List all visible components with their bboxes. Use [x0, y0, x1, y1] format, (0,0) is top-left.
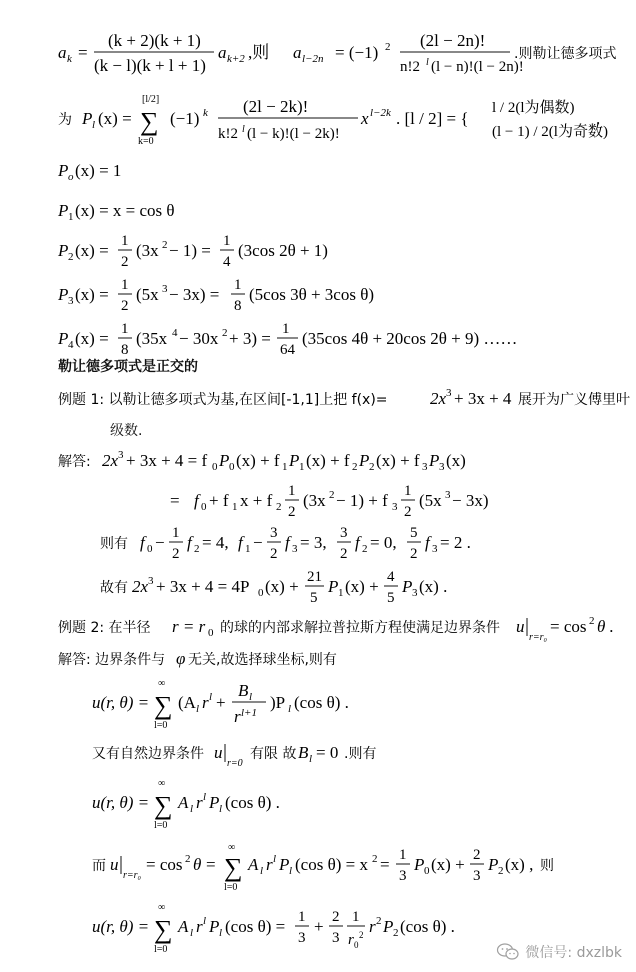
svg-text:8: 8: [234, 298, 242, 314]
svg-text:2: 2: [68, 251, 74, 263]
svg-text:P: P: [429, 451, 440, 470]
svg-text:(x) +: (x) +: [345, 577, 379, 596]
svg-text:l: l: [209, 691, 213, 703]
svg-text:2: 2: [194, 543, 200, 555]
svg-text:,则: ,则: [248, 43, 270, 62]
svg-text:P: P: [58, 201, 69, 220]
example-1-statement-cont: 级数.: [110, 423, 143, 439]
svg-text:r: r: [369, 917, 376, 936]
eq-ak-recurrence: [48, 26, 617, 78]
svg-text:3: 3: [399, 868, 407, 884]
svg-text:(3x: (3x: [136, 241, 159, 260]
svg-text:k=0: k=0: [138, 136, 154, 147]
svg-text:l: l: [203, 791, 207, 803]
svg-text:l: l: [219, 927, 223, 939]
svg-text:f: f: [140, 533, 145, 552]
svg-text:则有: 则有: [100, 536, 128, 552]
svg-text:l / 2(l为偶数): l / 2(l为偶数): [492, 100, 575, 116]
svg-text:(x) ,: (x) ,: [505, 855, 534, 874]
svg-text:k!2: k!2: [218, 126, 238, 142]
svg-text:3: 3: [446, 387, 452, 399]
svg-text:解答: 边界条件与: 解答: 边界条件与: [58, 652, 166, 668]
svg-text:1: 1: [172, 525, 180, 541]
svg-text:l: l: [309, 753, 313, 765]
svg-text:P: P: [58, 161, 69, 180]
svg-text:1: 1: [338, 587, 344, 599]
svg-text:2: 2: [393, 927, 399, 939]
svg-text:1: 1: [299, 461, 305, 473]
svg-text:(x) = x = cos θ: (x) = x = cos θ: [75, 201, 175, 220]
svg-text:(5x: (5x: [136, 285, 159, 304]
svg-text:(l − 1) / 2(l为奇数): (l − 1) / 2(l为奇数): [492, 124, 608, 140]
svg-text:1: 1: [223, 233, 231, 249]
svg-text:1: 1: [352, 909, 360, 925]
svg-text:+: +: [314, 917, 324, 936]
svg-text:.则勒让德多项式: .则勒让德多项式: [514, 46, 617, 62]
eq-p2: [48, 228, 408, 274]
svg-text:1: 1: [282, 461, 288, 473]
svg-text:的球的内部求解拉普拉斯方程使满足边界条件: 的球的内部求解拉普拉斯方程使满足边界条件: [220, 620, 500, 636]
svg-text:. [l / 2] = {: . [l / 2] = {: [396, 109, 469, 128]
svg-text:k: k: [203, 107, 208, 119]
svg-text:1: 1: [121, 321, 129, 337]
svg-text:(x) = 1: (x) = 1: [75, 161, 122, 180]
svg-text:解答:: 解答:: [58, 454, 91, 470]
svg-text:= 0: = 0: [316, 743, 339, 762]
svg-text:1: 1: [68, 211, 74, 223]
svg-text:(cos θ) = x: (cos θ) = x: [295, 855, 368, 874]
svg-text:0: 0: [201, 501, 207, 513]
svg-text:1: 1: [282, 321, 290, 337]
section-heading: 勒让德多项式是正交的: [58, 359, 198, 375]
svg-text:2: 2: [340, 546, 348, 562]
svg-text:a: a: [218, 43, 227, 62]
svg-text:∑: ∑: [140, 107, 159, 136]
svg-text:2: 2: [276, 501, 282, 513]
svg-text:2: 2: [589, 615, 595, 627]
svg-text:l=0: l=0: [154, 720, 168, 731]
svg-text:[l/2]: [l/2]: [142, 94, 160, 105]
svg-text:l: l: [426, 57, 429, 68]
svg-text:P: P: [488, 855, 499, 874]
svg-text:(cos θ) .: (cos θ) .: [225, 793, 280, 812]
solution-2-boundary-expansion: [82, 840, 602, 902]
svg-text:P: P: [209, 917, 220, 936]
svg-text:3: 3: [148, 575, 154, 587]
svg-text:= (−1): = (−1): [335, 43, 379, 62]
svg-text:2: 2: [369, 461, 375, 473]
svg-text:(k + 2)(k + 1): (k + 2)(k + 1): [108, 31, 201, 50]
svg-text:o: o: [68, 171, 74, 183]
svg-text:3: 3: [298, 930, 306, 946]
svg-text:0: 0: [208, 627, 214, 639]
svg-text:(x) =: (x) =: [75, 241, 109, 260]
svg-text:l: l: [190, 927, 194, 939]
svg-text:2: 2: [473, 847, 481, 863]
svg-text:P: P: [414, 855, 425, 874]
svg-text:r: r: [234, 707, 241, 726]
eq-p1: [48, 196, 268, 226]
svg-text:= 0,: = 0,: [370, 533, 397, 552]
svg-text:3: 3: [270, 525, 278, 541]
svg-text:l: l: [288, 703, 292, 715]
svg-text:r=r₀: r=r₀: [123, 870, 142, 881]
svg-text:(x) .: (x) .: [419, 577, 448, 596]
svg-text:2: 2: [498, 865, 504, 877]
solution-2-series: [82, 674, 402, 736]
svg-text:θ: θ: [193, 855, 202, 874]
svg-text:+ f: + f: [209, 491, 229, 510]
eq-p3: [48, 272, 428, 318]
svg-text:为: 为: [58, 112, 72, 128]
solution-1-line-3: [90, 522, 550, 566]
svg-text:a: a: [293, 43, 302, 62]
svg-text:0: 0: [258, 587, 264, 599]
svg-text:=: =: [206, 855, 216, 874]
svg-text:例题 1: 以勒让德多项式为基,在区间[-1,1]上把 f: 例题 1: 以勒让德多项式为基,在区间[-1,1]上把 f(x)=: [58, 392, 388, 408]
svg-text:u(r, θ) =: u(r, θ) =: [92, 917, 150, 936]
svg-text:−: −: [253, 533, 263, 552]
solution-1-line-2: [160, 480, 580, 524]
svg-text:2: 2: [404, 504, 412, 520]
svg-text:P: P: [58, 285, 69, 304]
svg-text:k+2: k+2: [227, 53, 245, 65]
solution-2-reduced-series: [82, 774, 362, 836]
svg-text:(2l − 2n)!: (2l − 2n)!: [420, 31, 486, 50]
svg-text:则: 则: [540, 858, 554, 874]
svg-text:l=0: l=0: [154, 820, 168, 831]
svg-text:3: 3: [118, 449, 124, 461]
svg-text:f: f: [187, 533, 192, 552]
svg-text:3: 3: [439, 461, 445, 473]
svg-text:2: 2: [352, 461, 358, 473]
svg-text:= cos: = cos: [146, 855, 183, 874]
svg-text:=: =: [78, 43, 88, 62]
svg-text:(x) =: (x) =: [75, 285, 109, 304]
svg-text:4: 4: [172, 327, 178, 339]
svg-text:(3x: (3x: [303, 491, 326, 510]
svg-text:l: l: [260, 865, 264, 877]
svg-text:0: 0: [424, 865, 430, 877]
svg-text:P: P: [279, 855, 290, 874]
svg-text:+ 3x + 4 = 4P: + 3x + 4 = 4P: [156, 577, 250, 596]
svg-text:展开为广义傅里叶: 展开为广义傅里叶: [518, 392, 630, 408]
svg-text:f: f: [425, 533, 430, 552]
svg-text:2: 2: [329, 489, 335, 501]
example-1-statement: [48, 384, 630, 416]
svg-text:A: A: [178, 793, 189, 812]
svg-text:(x) +: (x) +: [431, 855, 465, 874]
svg-text:k: k: [67, 53, 72, 65]
svg-text:∞: ∞: [158, 678, 166, 689]
svg-text:2: 2: [385, 41, 391, 53]
svg-text:2: 2: [410, 546, 418, 562]
svg-text:l: l: [219, 803, 223, 815]
svg-text:(3cos 2θ + 1): (3cos 2θ + 1): [238, 241, 328, 260]
svg-text:l=0: l=0: [224, 882, 238, 893]
svg-text:2: 2: [121, 298, 129, 314]
svg-text:1: 1: [245, 543, 251, 555]
svg-text:3: 3: [422, 461, 428, 473]
watermark: [497, 942, 622, 962]
svg-text:2x: 2x: [430, 389, 447, 408]
svg-text:21: 21: [307, 569, 322, 585]
svg-text:而: 而: [92, 858, 106, 874]
svg-text:r: r: [196, 917, 203, 936]
svg-text:l: l: [196, 703, 200, 715]
svg-text:3: 3: [332, 930, 340, 946]
solution-2-natural-boundary: [82, 738, 482, 772]
svg-text:P: P: [58, 241, 69, 260]
svg-text:又有自然边界条件: 又有自然边界条件: [92, 746, 204, 762]
svg-text:= cos: = cos: [550, 617, 587, 636]
svg-text:有限 故: 有限 故: [250, 746, 297, 762]
svg-text:∞: ∞: [158, 902, 166, 913]
svg-text:= 2 .: = 2 .: [440, 533, 471, 552]
svg-text:=: =: [170, 491, 180, 510]
svg-text:3: 3: [445, 489, 451, 501]
svg-text:(5cos 3θ + 3cos θ): (5cos 3θ + 3cos θ): [249, 285, 375, 304]
svg-text:2: 2: [162, 239, 168, 251]
svg-text:4: 4: [387, 569, 395, 585]
wechat-icon: [497, 943, 519, 961]
svg-text:2: 2: [359, 930, 364, 940]
svg-text:(l − n)!(l − 2n)!: (l − n)!(l − 2n)!: [431, 59, 524, 75]
svg-text:(l − k)!(l − 2k)!: (l − k)!(l − 2k)!: [247, 126, 340, 142]
svg-text:P: P: [58, 329, 69, 348]
svg-text:l: l: [249, 691, 253, 703]
svg-text:2x: 2x: [132, 577, 149, 596]
svg-text:1: 1: [288, 483, 296, 499]
svg-text:+ 3x + 4: + 3x + 4: [454, 389, 512, 408]
svg-text:P: P: [383, 917, 394, 936]
svg-text:2: 2: [332, 909, 340, 925]
svg-text:x: x: [361, 109, 369, 128]
svg-text:l: l: [203, 915, 207, 927]
svg-text:r = r: r = r: [172, 617, 206, 636]
svg-text:(A: (A: [178, 693, 196, 712]
svg-text:r: r: [202, 693, 209, 712]
svg-text:l: l: [92, 119, 96, 131]
svg-text:2: 2: [185, 853, 191, 865]
svg-text:r: r: [348, 932, 354, 948]
svg-text:l: l: [190, 803, 194, 815]
svg-text:∑: ∑: [224, 853, 243, 882]
svg-text:3: 3: [340, 525, 348, 541]
svg-text:3: 3: [292, 543, 298, 555]
svg-text:x + f: x + f: [240, 491, 273, 510]
svg-text:故有: 故有: [100, 580, 128, 596]
svg-text:(x) =: (x) =: [98, 109, 132, 128]
svg-text:2: 2: [288, 504, 296, 520]
svg-text:64: 64: [280, 342, 295, 358]
svg-text:f: f: [355, 533, 360, 552]
svg-text:P: P: [402, 577, 413, 596]
svg-text:(cos θ) .: (cos θ) .: [400, 917, 455, 936]
solution-2-line-1: [48, 644, 448, 672]
svg-text:θ .: θ .: [597, 617, 614, 636]
svg-text:1: 1: [121, 277, 129, 293]
svg-text:(cos θ) =: (cos θ) =: [225, 917, 286, 936]
svg-text:A: A: [178, 917, 189, 936]
svg-text:(x) + f: (x) + f: [306, 451, 350, 470]
svg-text:0: 0: [147, 543, 153, 555]
svg-text:r=0: r=0: [227, 758, 243, 769]
svg-text:l: l: [273, 853, 277, 865]
svg-text:(k − l)(k + l + 1): (k − l)(k + l + 1): [94, 56, 206, 75]
svg-text:=: =: [380, 855, 390, 874]
svg-text:+: +: [216, 693, 226, 712]
svg-text:u: u: [516, 617, 525, 636]
svg-text:1: 1: [399, 847, 407, 863]
svg-text:∑: ∑: [154, 691, 173, 720]
svg-text:B: B: [298, 743, 309, 762]
svg-text:1: 1: [298, 909, 306, 925]
svg-text:(x): (x): [446, 451, 466, 470]
svg-text:(x) + f: (x) + f: [236, 451, 280, 470]
svg-text:0: 0: [229, 461, 235, 473]
svg-text:l+1: l+1: [241, 707, 257, 719]
svg-text:B: B: [238, 681, 249, 700]
solution-2-final: [82, 900, 502, 962]
svg-text:− 3x) =: − 3x) =: [169, 285, 220, 304]
svg-text:−: −: [155, 533, 165, 552]
svg-text:n!2: n!2: [400, 59, 420, 75]
svg-text:∞: ∞: [158, 778, 166, 789]
svg-text:2: 2: [270, 546, 278, 562]
svg-text:(5x: (5x: [419, 491, 442, 510]
svg-text:r=r₀: r=r₀: [529, 632, 548, 643]
svg-text:f: f: [238, 533, 243, 552]
svg-text:(35cos 4θ + 20cos 2θ + 9) ……: (35cos 4θ + 20cos 2θ + 9) ……: [302, 329, 518, 348]
svg-text:a: a: [58, 43, 67, 62]
svg-text:3: 3: [392, 501, 398, 513]
svg-text:∑: ∑: [154, 915, 173, 944]
svg-text:l−2k: l−2k: [370, 107, 391, 119]
svg-text:(x) +: (x) +: [265, 577, 299, 596]
svg-text:u(r, θ) =: u(r, θ) =: [92, 793, 150, 812]
svg-text:l=0: l=0: [154, 944, 168, 955]
svg-text:P: P: [328, 577, 339, 596]
svg-text:8: 8: [121, 342, 129, 358]
svg-text:= 3,: = 3,: [300, 533, 327, 552]
svg-text:4: 4: [68, 339, 74, 351]
svg-text:l−2n: l−2n: [302, 53, 324, 65]
svg-text:P: P: [82, 109, 93, 128]
svg-text:= 4,: = 4,: [202, 533, 229, 552]
svg-text:1: 1: [234, 277, 242, 293]
svg-text:(x) + f: (x) + f: [376, 451, 420, 470]
svg-text:(35x: (35x: [136, 329, 168, 348]
svg-text:0: 0: [212, 461, 218, 473]
eq-p0: [48, 156, 248, 186]
svg-text:P: P: [289, 451, 300, 470]
svg-text:φ: φ: [176, 649, 186, 668]
svg-text:2: 2: [172, 546, 180, 562]
svg-text:(−1): (−1): [170, 109, 200, 128]
svg-text:无关,故选择球坐标,则有: 无关,故选择球坐标,则有: [188, 652, 337, 668]
svg-text:r: r: [266, 855, 273, 874]
svg-text:(cos θ) .: (cos θ) .: [294, 693, 349, 712]
svg-text:u: u: [214, 743, 223, 762]
svg-text:2x: 2x: [102, 451, 119, 470]
svg-text:A: A: [248, 855, 259, 874]
svg-text:0: 0: [354, 940, 359, 950]
svg-text:∞: ∞: [228, 842, 236, 853]
svg-text:u(r, θ) =: u(r, θ) =: [92, 693, 150, 712]
svg-text:1: 1: [121, 233, 129, 249]
solution-1-line-4: [90, 566, 510, 610]
svg-text:3: 3: [68, 295, 74, 307]
example-2-statement: [48, 610, 618, 644]
svg-text:∑: ∑: [154, 791, 173, 820]
svg-text:− 1) =: − 1) =: [169, 241, 211, 260]
svg-text:5: 5: [410, 525, 418, 541]
svg-text:2: 2: [121, 254, 129, 270]
svg-text:l: l: [289, 865, 293, 877]
svg-text:3: 3: [473, 868, 481, 884]
svg-text:l: l: [242, 124, 245, 135]
svg-text:4: 4: [223, 254, 231, 270]
svg-text:(2l − 2k)!: (2l − 2k)!: [243, 97, 309, 116]
svg-text:3: 3: [432, 543, 438, 555]
svg-text:P: P: [359, 451, 370, 470]
svg-text:5: 5: [310, 590, 318, 606]
svg-text:.则有: .则有: [344, 746, 377, 762]
svg-text:P: P: [219, 451, 230, 470]
svg-text:u: u: [110, 855, 119, 874]
svg-text:− 3x): − 3x): [452, 491, 489, 510]
svg-text:− 30x: − 30x: [179, 329, 219, 348]
watermark-label: 微信号: dxzlbk: [525, 945, 622, 961]
svg-text:2: 2: [362, 543, 368, 555]
svg-text:例题 2: 在半径: 例题 2: 在半径: [58, 620, 151, 636]
svg-text:2: 2: [376, 915, 382, 927]
svg-text:2: 2: [372, 853, 378, 865]
svg-text:1: 1: [404, 483, 412, 499]
svg-text:1: 1: [232, 501, 238, 513]
svg-text:5: 5: [387, 590, 395, 606]
svg-text:f: f: [285, 533, 290, 552]
svg-text:.: .: [596, 109, 601, 128]
svg-text:2: 2: [222, 327, 228, 339]
svg-text:(x) =: (x) =: [75, 329, 109, 348]
solution-1-line-1: [48, 446, 528, 478]
svg-text:r: r: [196, 793, 203, 812]
svg-text:f: f: [194, 491, 199, 510]
svg-text:)P: )P: [270, 693, 286, 712]
svg-text:− 1) + f: − 1) + f: [336, 491, 388, 510]
svg-text:P: P: [209, 793, 220, 812]
svg-text:+ 3x + 4 = f: + 3x + 4 = f: [126, 451, 208, 470]
svg-text:3: 3: [162, 283, 168, 295]
svg-text:+ 3) =: + 3) =: [229, 329, 271, 348]
svg-text:3: 3: [412, 587, 418, 599]
eq-pl-general: [48, 88, 618, 150]
